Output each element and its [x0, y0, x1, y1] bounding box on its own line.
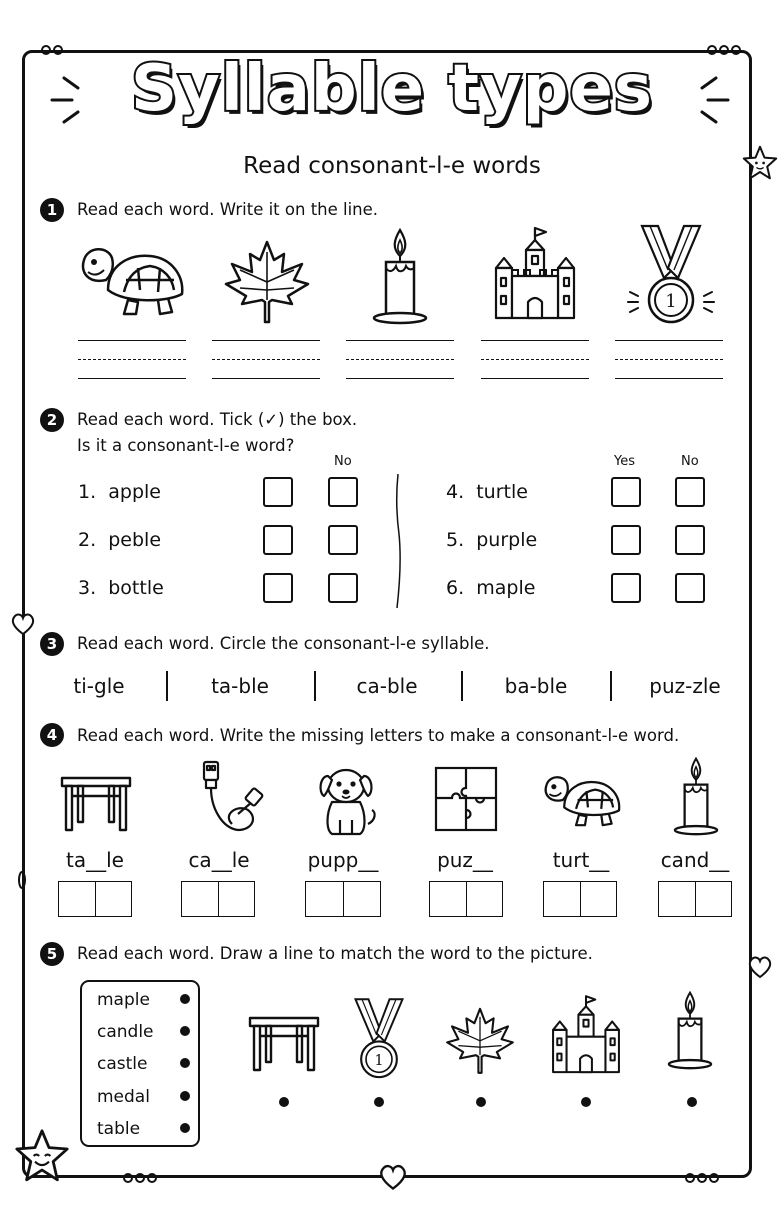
yes-checkbox[interactable]: [611, 477, 641, 507]
letter-boxes[interactable]: [429, 881, 503, 917]
match-dot[interactable]: [180, 1123, 190, 1133]
item-word: apple: [108, 481, 161, 503]
item-word: peble: [108, 529, 162, 551]
letter-boxes[interactable]: [181, 881, 255, 917]
no-checkbox[interactable]: [328, 525, 358, 555]
match-dot[interactable]: [476, 1097, 486, 1107]
candle-picture: [368, 226, 432, 326]
castle-picture: [548, 992, 624, 1078]
item-number: 3.: [78, 577, 97, 599]
yes-checkbox[interactable]: [611, 525, 641, 555]
item-word: turtle: [476, 481, 528, 503]
medal-picture: [624, 222, 718, 328]
list-item: [446, 529, 537, 551]
table-picture: [58, 770, 134, 834]
medal-number: 1: [665, 291, 677, 312]
letter-boxes[interactable]: [58, 881, 132, 917]
section-2-question: Is it a consonant-l-e word?: [77, 436, 295, 455]
letter-boxes[interactable]: [658, 881, 732, 917]
list-item: [78, 481, 161, 503]
puzzle-picture: [434, 766, 498, 832]
match-dot[interactable]: [180, 1058, 190, 1068]
item-word: purple: [476, 529, 538, 551]
yes-checkbox[interactable]: [263, 477, 293, 507]
section-3-number: 3: [40, 632, 64, 656]
yes-checkbox[interactable]: [263, 525, 293, 555]
candle-picture: [664, 984, 716, 1076]
letter-boxes[interactable]: [543, 881, 617, 917]
candle-picture: [670, 754, 722, 838]
castle-picture: [490, 226, 580, 322]
word-divider: [314, 671, 316, 701]
item-number: 1.: [78, 481, 97, 503]
item-number: 5.: [446, 529, 465, 551]
turtle-picture: [78, 240, 186, 320]
word-divider: [610, 671, 612, 701]
table-picture: [246, 1010, 322, 1074]
column-head-no: No: [681, 454, 699, 469]
match-word: maple: [97, 990, 150, 1010]
no-checkbox[interactable]: [328, 573, 358, 603]
maple-leaf-picture: [222, 238, 312, 324]
missing-letters-word: ta__le: [66, 848, 124, 872]
syllable-word[interactable]: ti-gle: [73, 674, 125, 698]
match-dot[interactable]: [687, 1097, 697, 1107]
star-icon: [14, 1128, 70, 1184]
section-1-number: 1: [40, 198, 64, 222]
writing-lines[interactable]: [346, 340, 454, 379]
section-4-number: 4: [40, 723, 64, 747]
column-head-yes: Yes: [614, 454, 635, 469]
section-2-instruction: Read each word. Tick (✓) the box.: [77, 410, 358, 429]
syllable-word[interactable]: puz-zle: [649, 674, 721, 698]
section-5-instruction: Read each word. Draw a line to match the word to the picture.: [77, 944, 593, 963]
maple-leaf-picture: [444, 1000, 516, 1080]
item-number: 4.: [446, 481, 465, 503]
match-word-list: [80, 980, 200, 1147]
writing-lines[interactable]: [78, 340, 186, 379]
list-item: [78, 577, 164, 599]
match-word: candle: [97, 1022, 154, 1042]
heart-icon: [10, 612, 36, 636]
missing-letters-word: pupp__: [307, 848, 379, 872]
medal-picture: [344, 996, 414, 1082]
item-word: bottle: [108, 577, 164, 599]
missing-letters-word: cand__: [660, 848, 730, 872]
list-item: [78, 529, 161, 551]
match-word: medal: [97, 1087, 150, 1107]
match-dot[interactable]: [180, 1091, 190, 1101]
section-2-number: 2: [40, 408, 64, 432]
section-1-instruction: Read each word. Write it on the line.: [77, 200, 379, 219]
list-item: [446, 577, 535, 599]
section-3-instruction: Read each word. Circle the consonant-l-e syllable.: [77, 634, 490, 653]
match-dot[interactable]: [180, 994, 190, 1004]
missing-letters-word: ca__le: [188, 848, 250, 872]
no-checkbox[interactable]: [675, 477, 705, 507]
no-checkbox[interactable]: [328, 477, 358, 507]
item-word: maple: [476, 577, 536, 599]
heart-icon: [378, 1163, 408, 1191]
match-word: table: [97, 1119, 141, 1139]
word-divider: [461, 671, 463, 701]
section-4-instruction: Read each word. Write the missing letters to make a consonant-l-e word.: [77, 726, 680, 745]
puppy-picture: [314, 758, 378, 838]
cable-picture: [192, 758, 270, 838]
item-number: 2.: [78, 529, 97, 551]
no-checkbox[interactable]: [675, 573, 705, 603]
missing-letters-word: turt__: [552, 848, 610, 872]
yes-checkbox[interactable]: [611, 573, 641, 603]
list-item: [446, 481, 528, 503]
match-dot[interactable]: [180, 1026, 190, 1036]
medal-number: 1: [374, 1051, 384, 1069]
item-number: 6.: [446, 577, 465, 599]
match-dot[interactable]: [279, 1097, 289, 1107]
section-5-number: 5: [40, 942, 64, 966]
yes-checkbox[interactable]: [263, 573, 293, 603]
page-subtitle: Read consonant-l-e words: [243, 153, 541, 179]
missing-letters-word: puz__: [437, 848, 493, 872]
syllable-word[interactable]: ba-ble: [504, 674, 568, 698]
match-word: castle: [97, 1054, 148, 1074]
letter-boxes[interactable]: [305, 881, 381, 917]
writing-lines[interactable]: [615, 340, 723, 379]
page-title: Syllable types: [131, 52, 653, 126]
column-divider: [392, 474, 404, 608]
match-dot[interactable]: [581, 1097, 591, 1107]
column-head-no: No: [334, 454, 352, 469]
match-dot[interactable]: [374, 1097, 384, 1107]
syllable-word[interactable]: ta-ble: [211, 674, 269, 698]
writing-lines[interactable]: [481, 340, 589, 379]
no-checkbox[interactable]: [675, 525, 705, 555]
heart-icon: [747, 955, 773, 979]
syllable-word[interactable]: ca-ble: [356, 674, 418, 698]
turtle-picture: [542, 770, 622, 830]
writing-lines[interactable]: [212, 340, 320, 379]
word-divider: [166, 671, 168, 701]
